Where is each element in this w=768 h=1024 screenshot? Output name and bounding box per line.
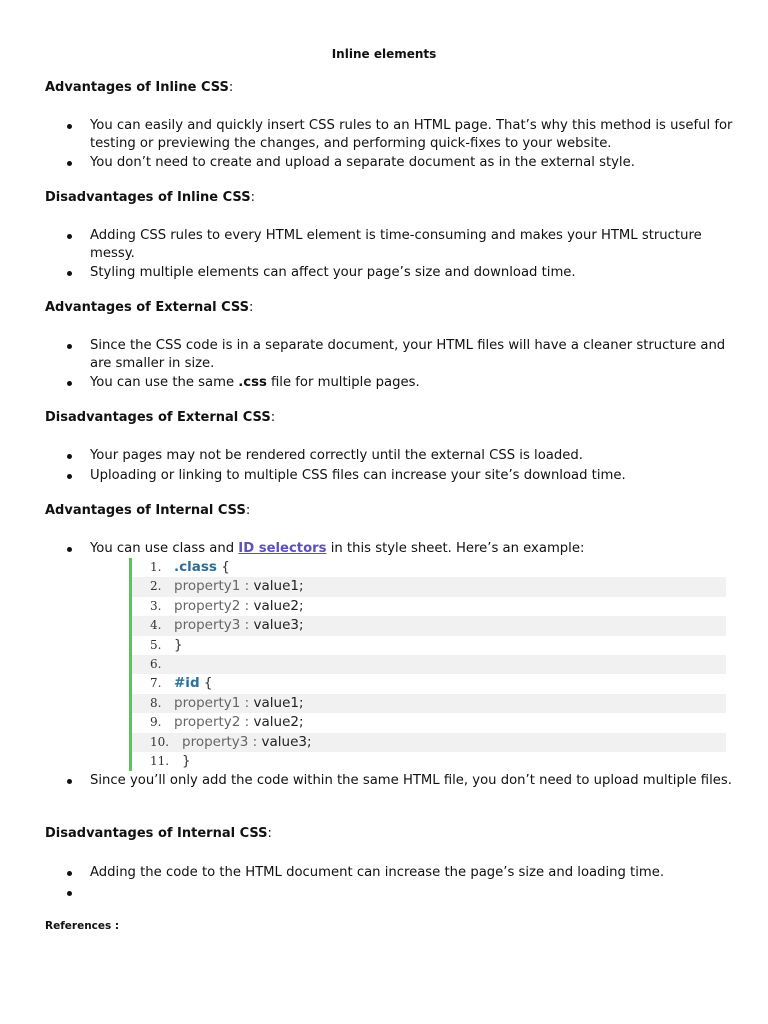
- line-number: 1.: [150, 560, 162, 574]
- list-item: [90, 884, 750, 901]
- heading-colon: :: [250, 190, 255, 205]
- list-item: Adding CSS rules to every HTML element is time-consuming and makes your HTML structure messy.: [90, 227, 750, 262]
- list-item: [90, 374, 750, 392]
- line-number: 9.: [150, 715, 162, 730]
- line-number: 4.: [150, 618, 162, 633]
- heading-text: Advantages of External CSS: [45, 300, 249, 315]
- line-number: 5.: [150, 637, 162, 652]
- code-line: [132, 597, 726, 616]
- code-separator: :: [248, 733, 262, 750]
- code-value: value2;: [253, 597, 304, 614]
- code-separator: :: [240, 694, 254, 711]
- line-number: 3.: [150, 598, 162, 613]
- list-item: You don’t need to create and upload a separate document as in the external style.: [90, 154, 750, 172]
- list-item: Your pages may not be rendered correctly until the external CSS is loaded.: [90, 447, 750, 465]
- code-property: property1: [174, 694, 241, 711]
- list-item: Uploading or linking to multiple CSS files can increase your site’s download time.: [90, 467, 750, 485]
- code-line: [132, 674, 726, 693]
- code-property: property2: [174, 597, 241, 614]
- list-disadvantages-external: [60, 447, 750, 486]
- code-separator: :: [240, 617, 254, 634]
- heading-text: Disadvantages of Internal CSS: [45, 826, 268, 841]
- css-extension: .css: [238, 375, 267, 390]
- code-value: value1;: [253, 694, 304, 711]
- list-advantages-internal-1: [60, 540, 750, 560]
- references-label: References :: [45, 920, 120, 932]
- heading-text: Disadvantages of Inline CSS: [45, 190, 251, 205]
- list-item: Adding the code to the HTML document can increase the page’s size and loading time.: [90, 864, 750, 882]
- list-item: Since the CSS code is in a separate document, your HTML files will have a cleaner structure and are smaller in size.: [90, 337, 750, 372]
- heading-colon: :: [270, 410, 276, 425]
- code-punct: }: [174, 636, 183, 653]
- list-disadvantages-inline: [60, 227, 750, 284]
- line-number: 6.: [150, 656, 162, 671]
- heading-text: Advantages of Inline CSS: [45, 80, 229, 95]
- list-disadvantages-internal: [60, 864, 750, 903]
- list-item: You can easily and quickly insert CSS rules to an HTML page. That’s why this method is useful for testing or previewing the changes, and performing quick-fixes to your website.: [90, 117, 750, 152]
- code-line: [132, 616, 726, 635]
- line-number: 7.: [150, 676, 162, 691]
- heading-text: Advantages of Internal CSS: [45, 503, 246, 518]
- heading-colon: :: [245, 503, 251, 518]
- line-number: 2.: [150, 579, 162, 594]
- heading-disadvantages-internal: [45, 826, 272, 841]
- heading-advantages-external: [45, 300, 253, 315]
- heading-disadvantages-external: [45, 410, 275, 425]
- code-value: value3;: [261, 733, 312, 750]
- line-number: 10.: [150, 734, 170, 749]
- item-text: You can use class and: [90, 541, 239, 556]
- code-line: [132, 713, 726, 732]
- code-punct: {: [216, 559, 230, 575]
- code-separator: :: [240, 714, 254, 731]
- code-separator: :: [240, 578, 254, 595]
- heading-colon: :: [228, 80, 234, 95]
- heading-advantages-inline: [45, 80, 233, 95]
- heading-colon: :: [267, 826, 272, 841]
- code-line: [132, 655, 726, 674]
- code-example-block: [129, 558, 726, 771]
- code-line: [132, 694, 726, 713]
- code-line: [132, 577, 726, 596]
- item-text: file for multiple pages.: [266, 375, 420, 390]
- code-separator: :: [240, 597, 254, 614]
- heading-disadvantages-inline: [45, 190, 255, 205]
- code-value: value2;: [253, 714, 304, 731]
- list-advantages-external: [60, 337, 750, 394]
- page-title: Inline elements: [331, 47, 437, 61]
- code-value: value3;: [253, 617, 304, 634]
- list-advantages-inline: [60, 117, 750, 174]
- list-item: [90, 540, 750, 558]
- code-selector: .class: [174, 559, 217, 575]
- code-selector: #id: [174, 675, 200, 692]
- code-line: [132, 752, 726, 771]
- code-property: property1: [174, 578, 241, 595]
- heading-text: Disadvantages of External CSS: [45, 410, 271, 425]
- heading-advantages-internal: [45, 503, 250, 518]
- code-line: [132, 733, 726, 752]
- heading-colon: :: [249, 300, 254, 315]
- item-text: in this style sheet. Here’s an example:: [326, 541, 585, 556]
- code-property: property2: [174, 714, 241, 731]
- code-punct: {: [199, 675, 213, 692]
- item-text: You can use the same: [90, 375, 239, 390]
- code-property: property3: [182, 733, 249, 750]
- id-selectors-link[interactable]: ID selectors: [238, 541, 327, 556]
- list-item: Since you’ll only add the code within the same HTML file, you don’t need to upload multiple files.: [90, 772, 750, 790]
- code-value: value1;: [253, 578, 304, 595]
- code-line: [132, 558, 726, 577]
- line-number: 11.: [150, 753, 170, 768]
- code-property: property3: [174, 617, 241, 634]
- code-punct: }: [182, 752, 191, 769]
- list-item: Styling multiple elements can affect your page’s size and download time.: [90, 264, 750, 282]
- line-number: 8.: [150, 695, 162, 710]
- list-advantages-internal-2: [60, 772, 750, 792]
- code-line: [132, 636, 726, 655]
